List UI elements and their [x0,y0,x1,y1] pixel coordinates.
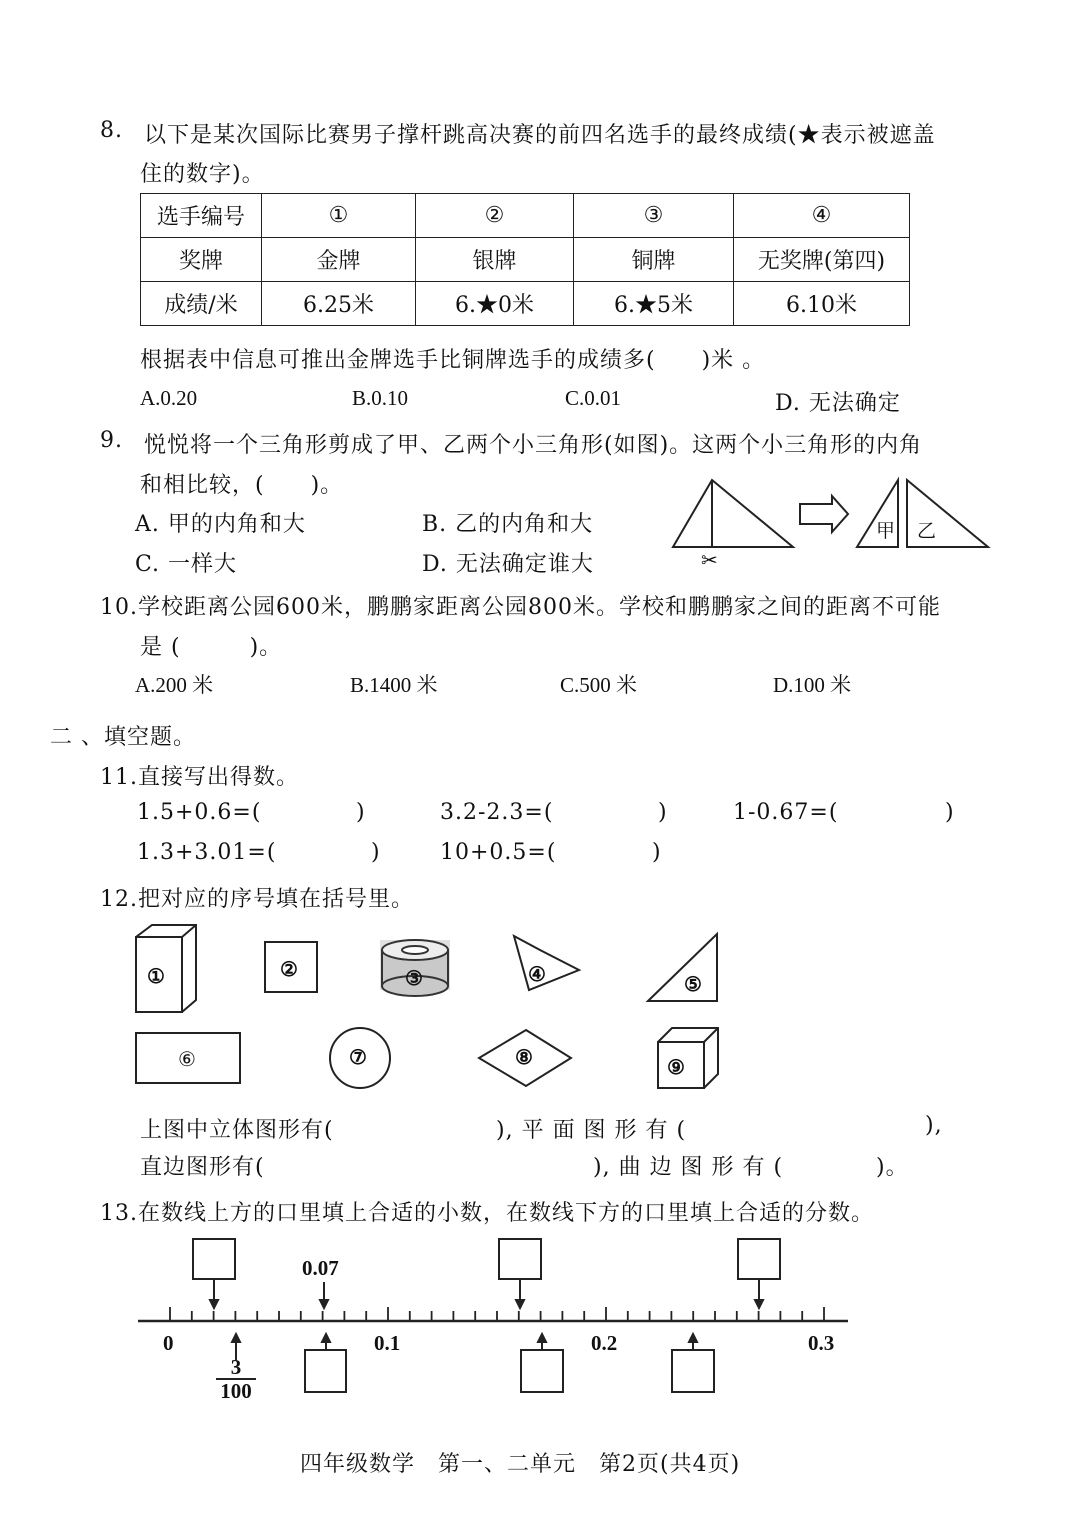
upper-answer-box [193,1239,235,1308]
q10-option-b: B.1400 米 [350,673,438,697]
table-cell: 成绩/米 [141,282,262,326]
q11-close-4: ) [371,840,381,865]
known-decimal-label: 0.07 [302,1256,339,1280]
lower-answer-box [672,1334,714,1392]
q12-line2-a: 直边图形有( [140,1155,265,1180]
q11-item-3: 1-0.67=( [733,800,839,825]
q11-title: 11.直接写出得数。 [100,765,299,790]
q8-line2: 住的数字)。 [140,162,265,187]
table-cell: 奖牌 [141,238,262,282]
table-cell: ② [416,194,574,238]
q8-option-a: A.0.20 [140,386,198,410]
upper-answer-box [738,1239,780,1308]
table-row [141,194,910,238]
score-table [140,193,910,326]
section-title: 二 、填空题。 [50,725,196,750]
tick-label-0-2: 0.2 [591,1331,618,1355]
label-yi: 乙 [917,520,937,542]
cuboid-shape [136,925,196,1012]
shape-label-1: ① [147,964,165,988]
shape-label-9: ⑨ [667,1055,685,1079]
table-cell: 6.10米 [734,282,910,326]
q8-option-c: C.0.01 [565,386,622,410]
label-jia: 甲 [876,520,896,542]
q9-option-b: B. 乙的内角和大 [422,512,594,537]
scissors-icon: ✂ [701,548,718,572]
lower-answer-box [305,1334,346,1392]
table-cell: 无奖牌(第四) [734,238,910,282]
q12-line2-c: )。 [876,1155,909,1180]
table-cell: 6.★0米 [416,282,574,326]
shapes-figure [0,920,1080,1095]
arrow-right-icon [800,496,848,532]
table-cell: 银牌 [416,238,574,282]
q11-close-1: ) [356,800,366,825]
number-line [0,1230,1080,1410]
q8-number: 8. [100,118,123,143]
q11-item-1: 1.5+0.6=( [137,800,262,825]
q8-question: 根据表中信息可推出金牌选手比铜牌选手的成绩多( )米 。 [140,348,766,373]
q9-line2: 和相比较，( )。 [140,473,344,498]
lower-answer-box [521,1334,563,1392]
q10-line2: 是 ( )。 [140,635,283,660]
q10-option-a: A.200 米 [135,673,214,697]
table-cell: 6.★5米 [574,282,734,326]
quadrilateral-shape [514,936,579,990]
q9-number: 9. [100,428,123,453]
shape-label-4: ④ [528,962,546,986]
q11-item-5: 10+0.5=( [440,840,557,865]
shape-label-3: ③ [405,966,423,990]
q12-title: 12.把对应的序号填在括号里。 [100,887,414,912]
right-triangle-shape [648,934,717,1001]
q11-item-2: 3.2-2.3=( [440,800,554,825]
table-row [141,282,910,326]
fraction-label [216,1356,256,1402]
table-cell: 金牌 [262,238,416,282]
q9-option-c: C. 一样大 [135,552,238,577]
table-cell: 选手编号 [141,194,262,238]
q10-option-c: C.500 米 [560,673,638,697]
q11-item-4: 1.3+3.01=( [137,840,277,865]
shape-label-8: ⑧ [515,1045,533,1069]
q11-close-5: ) [652,840,662,865]
shape-label-7: ⑦ [349,1045,367,1069]
q8-option-b: B.0.10 [352,386,409,410]
q11-close-3: ) [945,800,955,825]
q8-line1: 以下是某次国际比赛男子撑杆跳高决赛的前四名选手的最终成绩(★表示被遮盖 [144,123,936,148]
table-cell: ③ [574,194,734,238]
q10-option-d: D.100 米 [773,673,852,697]
table-cell: ④ [734,194,910,238]
q9-option-a: A. 甲的内角和大 [135,512,306,537]
q12-line1-c: ), [925,1113,943,1138]
big-triangle [673,480,793,547]
fraction-denominator: 100 [220,1379,252,1403]
tick-marks [170,1307,824,1321]
q12-line1-a: 上图中立体图形有( [140,1118,334,1143]
table-cell: 6.25米 [262,282,416,326]
fraction-numerator: 3 [216,1356,256,1380]
q11-close-2: ) [658,800,668,825]
shape-label-5: ⑤ [684,972,702,996]
q9-option-d: D. 无法确定谁大 [422,552,594,577]
table-row [141,238,910,282]
tick-label-0-1: 0.1 [374,1331,401,1355]
table-cell: 铜牌 [574,238,734,282]
known-value-arrow [320,1282,328,1308]
page-footer: 四年级数学 第一、二单元 第2页(共4页) [300,1452,741,1477]
tick-label-0: 0 [163,1331,174,1355]
q13-title: 13.在数线上方的口里填上合适的小数，在数线下方的口里填上合适的分数。 [100,1201,874,1226]
upper-answer-box [499,1239,541,1308]
tick-label-0-3: 0.3 [808,1331,835,1355]
q9-line1: 悦悦将一个三角形剪成了甲、乙两个小三角形(如图)。这两个小三角形的内角 [144,433,923,458]
q12-line1-b: ), 平 面 图 形 有 ( [496,1118,687,1143]
shape-label-2: ② [280,957,298,981]
q8-option-d: D. 无法确定 [775,391,901,416]
q12-line2-b: ), 曲 边 图 形 有 ( [593,1155,784,1180]
shape-label-6: ⑥ [178,1047,196,1071]
table-cell: ① [262,194,416,238]
q10-line1: 10.学校距离公园600米，鹏鹏家距离公园800米。学校和鹏鹏家之间的距离不可能 [100,595,941,620]
